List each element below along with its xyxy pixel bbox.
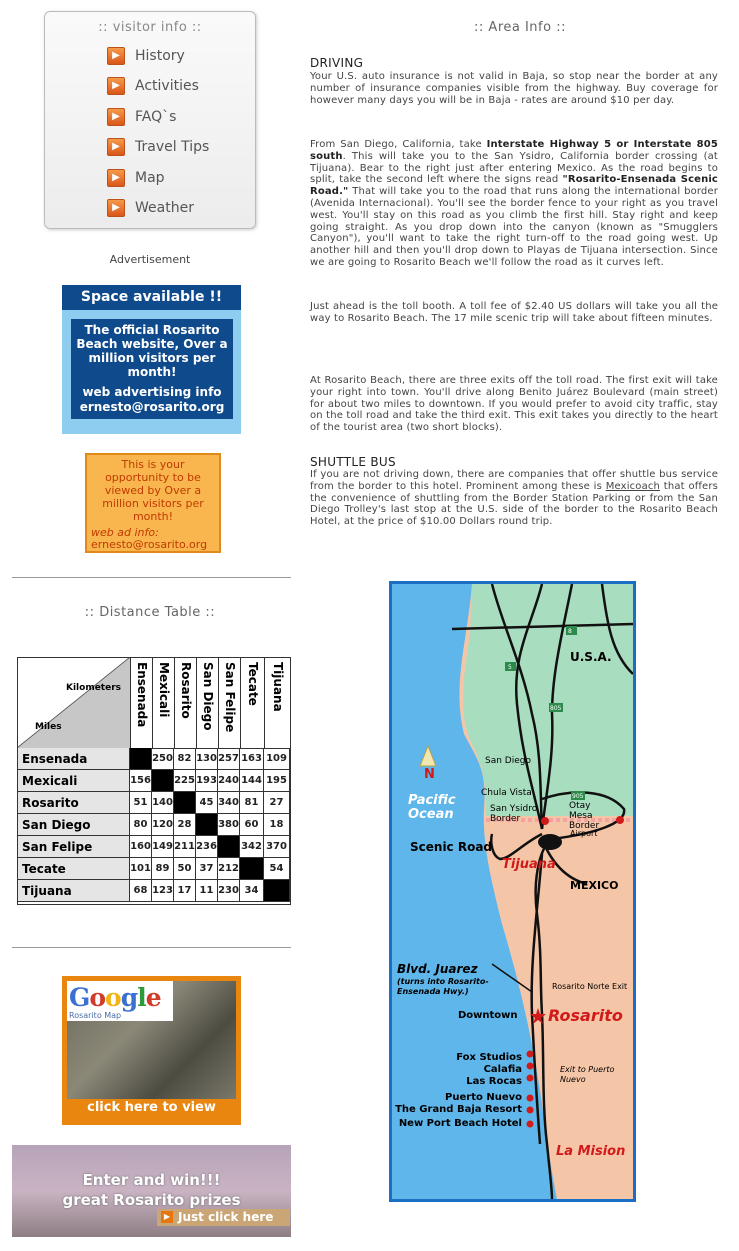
row-header: Tijuana [18,880,130,902]
prize-ad[interactable] [12,1145,291,1237]
table-cell: 342 [240,836,264,858]
divider [12,947,291,948]
column-header-label: San Diego [201,662,215,731]
nav-label: Map [135,170,165,186]
arrow-right-icon: ▶ [107,199,125,217]
row-header: San Felipe [18,836,130,858]
column-header [218,658,241,749]
table-cell: 81 [240,792,264,814]
arrow-right-icon: ▶ [161,1211,173,1223]
rosarito-norte-label: Rosarito Norte Exit [552,982,628,991]
san-diego-label: San Diego [485,756,531,766]
table-cell: 51 [130,792,152,814]
column-header-label: Tijuana [271,662,285,712]
table-cell: 195 [264,770,290,792]
hwy805-label: 805 [550,705,562,712]
nav-label: Travel Tips [135,139,210,155]
table-cell: 17 [174,880,196,902]
row-header: Mexicali [18,770,130,792]
column-header-label: Mexicali [157,662,171,718]
ad-space-available[interactable] [62,285,241,434]
table-cell: 37 [196,858,218,880]
spot-calafia: Calafia [483,1064,522,1075]
hwy905-label: 905 [572,793,584,800]
table-cell: 250 [152,748,174,770]
table-cell [264,880,290,902]
table-cell [218,836,240,858]
mexico-label: MEXICO [570,879,619,892]
table-cell: 54 [264,858,290,880]
driving-paragraph-3: Just ahead is the toll booth. A toll fee of $2.40 US dollars will take you all the way to Rosarito Beach. The 17 mile scenic trip will take about fifteen minutes. [310,301,718,324]
table-cell: 212 [218,858,240,880]
nav-activities[interactable] [107,75,199,97]
ad-email: ernesto@rosarito.org [91,538,208,551]
row-header: Ensenada [18,748,130,770]
table-cell: 34 [240,880,264,902]
arrow-right-icon: ▶ [107,108,125,126]
spot-fox-studios: Fox Studios [456,1052,522,1063]
chula-vista-label: Chula Vista [481,788,532,798]
prize-subline: great Rosarito prizes [62,1191,241,1209]
blvd-sub-label: (turns into Rosarito-Ensenada Hwy.) [397,977,489,996]
google-sub: Rosarito Map [69,1011,122,1020]
airport-label: Airport [570,829,598,838]
exit-puerto-nuevo-label: Exit to Puerto Nuevo [560,1065,615,1084]
san-ysidro-label: San Ysidro Border [490,804,538,824]
ad-label: web ad info: [91,526,159,539]
area-map [389,581,636,1202]
arrow-right-icon: ▶ [107,138,125,156]
table-cell: 60 [240,814,264,836]
nav-travel-tips[interactable] [107,136,209,158]
spot-new-port-beach: New Port Beach Hotel [398,1118,522,1129]
table-cell: 120 [152,814,174,836]
hwy5-label: 5 [508,664,512,671]
table-cell: 225 [174,770,196,792]
ad-header: Space available !! [62,285,241,310]
table-cell [240,858,264,880]
rosarito-label: Rosarito [548,1006,623,1025]
table-cell: 370 [264,836,290,858]
spot-puerto-nuevo: Puerto Nuevo [445,1092,522,1103]
table-cell: 50 [174,858,196,880]
ad-email: ernesto@rosarito.org [79,400,225,414]
table-cell: 149 [152,836,174,858]
nav-label: Activities [135,78,199,94]
tijuana-blob [538,834,562,850]
driving-paragraph-1: Your U.S. auto insurance is not valid in Baja, so stop near the border at any number of insurance companies visible from the highway. Buy coverage for however many days you will be in Baja - rates are around $10 per day. [310,71,718,106]
table-cell: 236 [196,836,218,858]
ad-body: The official Rosarito Beach website, Over a million visitors per month! [76,323,228,379]
table-cell: 80 [130,814,152,836]
advertisement-label: Advertisement [109,253,191,266]
driving-paragraph-2: From San Diego, California, take Interstate Highway 5 or Interstate 805 south. This will take you to the San Ysidro, California border crossing (at Tijuana). Bear to the right just after entering Mexico. As the road begins to split, take the second left where the signs read "Rosarito-Ensenada Scenic Road." That will take you to the road that runs along the international border (Avenida Internacional). You'll see the border fence to your right as you travel west. You'll stay on this road as you climb the first hill. Stay right and keep going straight. As you drop down into the canyon (known as "Smugglers Canyon"), you'll want to take the right turn-off to the road going west. Up another hill and then you'll drop down to Playas de Tijuana intersection. Since we are going to Rosarito Beach we'll follow the road as it curves left. [310,139,718,268]
table-cell [174,792,196,814]
ad-body-box [71,319,233,419]
nav-label: Weather [135,200,194,216]
table-cell: 11 [196,880,218,902]
arrow-right-icon: ▶ [107,169,125,187]
arrow-right-icon: ▶ [107,77,125,95]
downtown-label: Downtown [458,1010,518,1021]
table-cell: 160 [130,836,152,858]
table-cell: 380 [218,814,240,836]
spot-grand-baja: The Grand Baja Resort [395,1104,522,1115]
table-cell [196,814,218,836]
shuttle-heading: SHUTTLE BUS [310,455,396,469]
table-cell: 156 [130,770,152,792]
column-header-label: Tecate [246,662,260,706]
nav-map[interactable] [107,167,165,189]
ad-info: web advertising info [82,385,222,399]
table-cell: 28 [174,814,196,836]
table-cell: 340 [218,792,240,814]
column-header [130,658,153,749]
column-header [264,658,291,749]
divider [12,577,291,578]
ad-footer [91,527,215,551]
table-cell: 144 [240,770,264,792]
table-cell: 130 [196,748,218,770]
table-cell [130,748,152,770]
column-header [152,658,175,749]
usa-label: U.S.A. [570,650,612,664]
spot-las-rocas: Las Rocas [466,1076,522,1087]
google-logo-box [67,981,173,1021]
table-cell: 193 [196,770,218,792]
column-header [240,658,265,749]
nav-history[interactable] [107,45,185,67]
table-cell: 211 [174,836,196,858]
distance-table [17,657,291,905]
nav-label: FAQ`s [135,109,177,125]
visitor-info-box [44,11,256,229]
prize-headline: Enter and win!!! [82,1171,221,1189]
table-cell: 82 [174,748,196,770]
table-cell: 89 [152,858,174,880]
pacific-label: Pacific Ocean [408,793,456,822]
tijuana-label: Tijuana [502,857,556,872]
row-header: Tecate [18,858,130,880]
table-cell: 27 [264,792,290,814]
miles-label: Miles [35,722,62,732]
scenic-road-label: Scenic Road [410,840,493,854]
table-cell: 101 [130,858,152,880]
nav-faqs[interactable] [107,106,176,128]
click-to-view-link[interactable]: click here to view [87,1100,216,1115]
table-cell: 230 [218,880,240,902]
column-header-label: Ensenada [135,662,149,728]
blvd-juarez-label: Blvd. Juarez [397,962,478,976]
visitor-info-title: :: visitor info :: [98,20,202,35]
driving-paragraph-4: At Rosarito Beach, there are three exits off the toll road. The first exit will take your right into town. You'll drive along Benito Juárez Boulevard (main street) for about two miles to downtown. If you would prefer to avoid city traffic, stay on the toll road and take the third exit. This exit takes you directly to the heart of the tourist area (two short blocks). [310,375,718,434]
ad-opportunity[interactable] [85,453,221,553]
shuttle-paragraph: If you are not driving down, there are companies that offer shuttle bus service from the border to this hotel. Prominent among these is Mexicoach that offers the convenience of shuttling from the Border Station Parking or from the San Diego Trolley's last stop at the U.S. side of the border to the Rosarito Beach Hotel, at the price of $10.00 Dollars round trip. [310,469,718,528]
table-cell: 18 [264,814,290,836]
table-cell: 257 [218,748,240,770]
table-cell [152,770,174,792]
table-corner [18,658,131,749]
row-header: San Diego [18,814,130,836]
kilometers-label: Kilometers [66,683,122,693]
distance-table-title: :: Distance Table :: [84,605,216,620]
column-header-label: San Felipe [223,662,237,733]
table-cell: 123 [152,880,174,902]
table-cell: 163 [240,748,264,770]
ad-body: This is your opportunity to be viewed by Over a million visitors per month! [102,458,204,523]
button-label: Just click here [178,1210,274,1224]
column-header [196,658,219,749]
table-cell: 45 [196,792,218,814]
driving-heading: DRIVING [310,56,364,70]
table-cell: 109 [264,748,290,770]
satellite-photo [67,981,236,1099]
hwy8-label: 8 [568,628,572,635]
arrow-right-icon: ▶ [107,47,125,65]
nav-label: History [135,48,185,64]
la-mision-label: La Mision [556,1144,626,1159]
table-cell: 68 [130,880,152,902]
just-click-here-button[interactable] [157,1209,290,1226]
column-header-label: Rosarito [179,662,193,719]
otay-label: Otay Mesa Border [569,801,600,831]
nav-weather[interactable] [107,197,194,219]
google-logo: Google [69,983,161,1012]
table-cell: 140 [152,792,174,814]
table-cell: 240 [218,770,240,792]
area-info-title: :: Area Info :: [474,20,566,35]
mexicoach-link[interactable]: Mexicoach [605,480,660,492]
row-header: Rosarito [18,792,130,814]
north-label: N [424,767,435,782]
google-map-ad[interactable] [62,976,241,1125]
column-header [174,658,197,749]
